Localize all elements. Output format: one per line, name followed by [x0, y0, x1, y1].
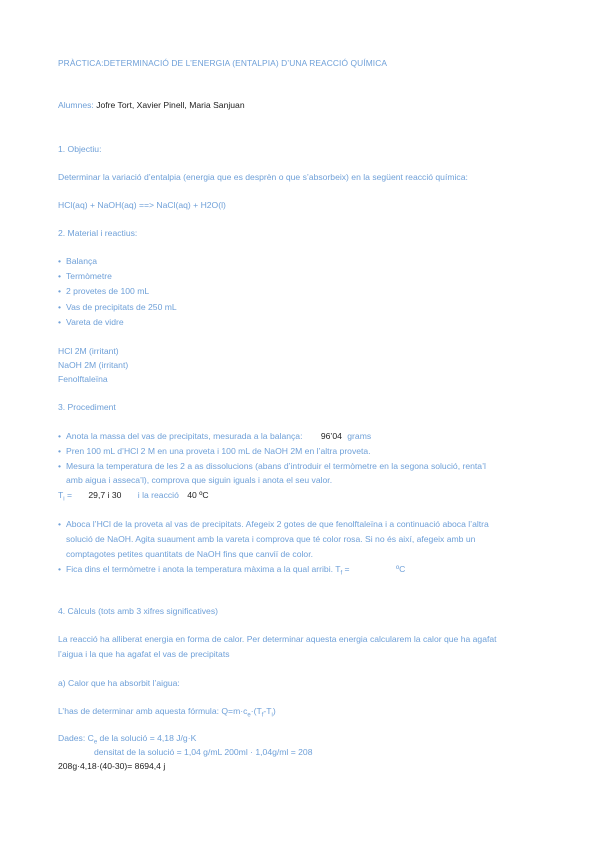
students-label: Alumnes: [58, 100, 94, 110]
section-2-heading: 2. Material i reactius: [58, 228, 138, 238]
bullet-icon: • [58, 446, 62, 456]
students-line [58, 100, 245, 111]
initial-temperature-value: 29,7 i 30 [88, 490, 122, 500]
bullet-icon: • [58, 286, 62, 296]
procedure-step-continued: comptagotes petites quantitats de NaOH fins que canviï de color. [66, 549, 313, 559]
section-3-heading: 3. Procediment [58, 402, 116, 412]
procedure-step: • Aboca l’HCl de la proveta al vas de precipitats. Afegeix 2 gotes de que fenolftaleïna i a continuació aboca l’altra [58, 519, 489, 529]
density-line: densitat de la solució = 1,04 g/mL 200ml · 1,04g/ml = 208 [94, 747, 313, 757]
reaction-temperature-value: 40 ºC [187, 490, 209, 500]
subsection-a-heading: a) Calor que ha absorbit l’aigua: [58, 678, 180, 688]
bullet-icon: • [58, 256, 62, 266]
vessel-mass-value: 96’04 [320, 431, 342, 441]
reagent-item: Fenolftaleïna [58, 374, 108, 384]
calculation-intro: La reacció ha alliberat energia en forma de calor. Per determinar aquesta energia calcularem la calor que ha agafat [58, 634, 497, 644]
document-title: PRÀCTICA:DETERMINACIÓ DE L’ENERGIA (ENTALPIA) D’UNA REACCIÓ QUÍMICA [58, 58, 388, 68]
procedure-step-continued: amb aigua i asseca’l), comprova que siguin iguals i anota el seu valor. [66, 475, 333, 485]
list-item: • Termòmetre [58, 271, 112, 281]
bullet-icon: • [58, 431, 62, 441]
bullet-icon: • [58, 302, 62, 312]
heat-calculation: 208g·4,18·(40-30)= 8694,4 j [58, 761, 166, 771]
objective-text: Determinar la variació d’entalpia (energia que es desprèn o que s’absorbeix) en la següent reacció química: [58, 172, 468, 182]
list-item: • 2 provetes de 100 mL [58, 286, 150, 296]
procedure-step: • Fica dins el termòmetre i anota la temperatura màxima a la qual arribi. $T_f$ = ºC [58, 564, 406, 577]
procedure-step: • Mesura la temperatura de les 2 a as dissolucions (abans d’introduir el termòmetre en la segona solució, renta’l [58, 461, 486, 471]
bullet-icon: • [58, 564, 62, 574]
reagent-item: NaOH 2M (irritant) [58, 360, 129, 370]
heat-formula: L’has de determinar amb aquesta fórmula: $Q=m\cdot c_e\cdot(T_f-T_i)$ [58, 706, 276, 719]
section-1-heading: 1. Objectiu: [58, 144, 102, 154]
procedure-step-continued: solució de NaOH. Agita suaument amb la vareta i comprova que té color rosa. Si no és així, afegeix amb un [66, 534, 476, 544]
bullet-icon: • [58, 519, 62, 529]
procedure-step: • Pren 100 mL d’HCl 2 M en una proveta i 100 mL de NaOH 2M en l’altra proveta. [58, 446, 371, 456]
list-item: • Balança [58, 256, 98, 266]
list-item: • Vas de precipitats de 250 mL [58, 302, 177, 312]
reagent-item: HCl 2M (irritant) [58, 346, 119, 356]
reaction-equation: HCl(aq) + NaOH(aq) ==> NaCl(aq) + H2O(l) [58, 200, 226, 210]
bullet-icon: • [58, 317, 62, 327]
bullet-icon: • [58, 461, 62, 471]
calculation-intro-continued: l’aigua i la que ha agafat el vas de precipitats [58, 649, 230, 659]
initial-temperature-line: $T_i = 29,7$ i 30 i la reacció 40 ºC [58, 490, 209, 503]
section-4-heading: 4. Càlculs (tots amb 3 xifres significatives) [58, 606, 218, 616]
students-names: Jofre Tort, Xavier Pinell, Maria Sanjuan [96, 100, 245, 110]
given-data: Dades: $C_e$ de la solució = 4,18 J/g·K [58, 733, 197, 746]
procedure-step: • Anota la massa del vas de precipitats, mesurada a la balança: 96’04 grams [58, 431, 372, 441]
bullet-icon: • [58, 271, 62, 281]
list-item: • Vareta de vidre [58, 317, 124, 327]
